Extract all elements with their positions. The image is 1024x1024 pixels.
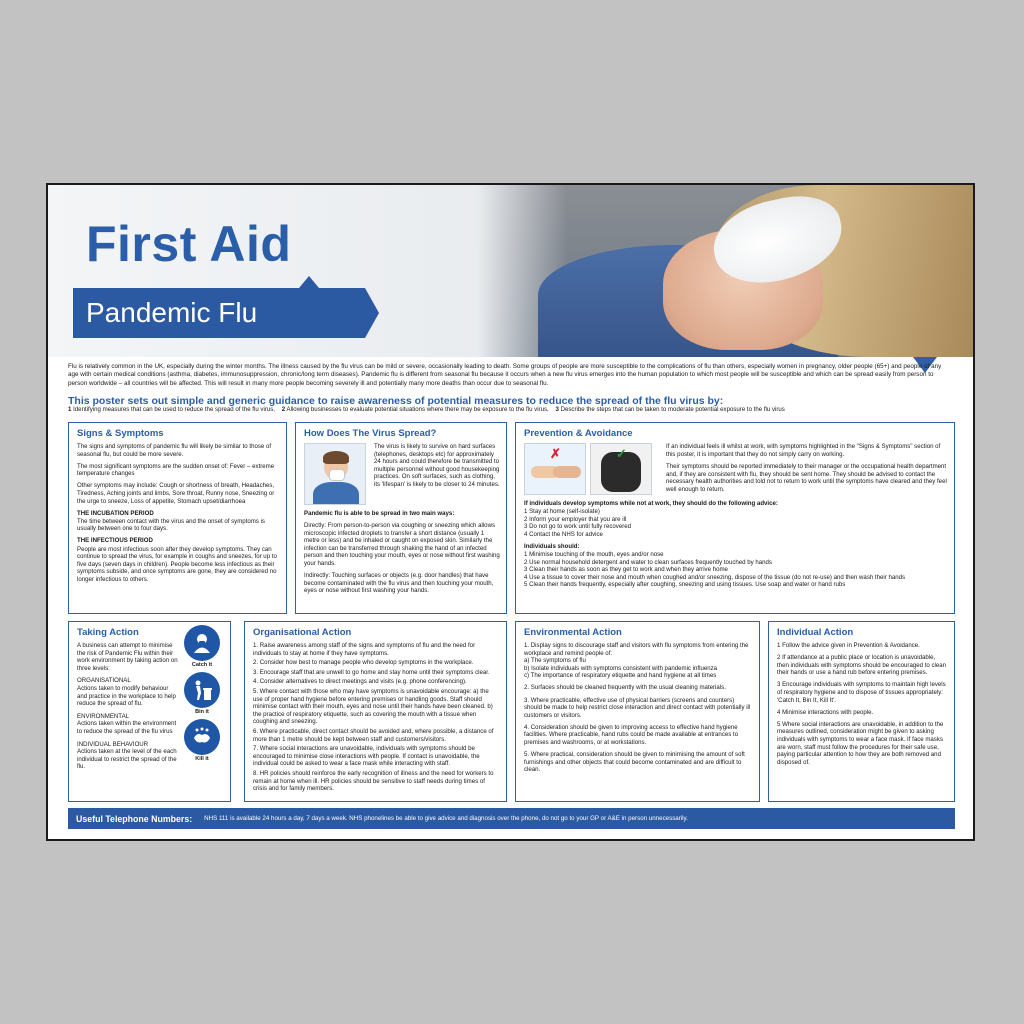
lead-list bbox=[68, 406, 968, 413]
list-item: a) The symptoms of flu bbox=[524, 657, 586, 665]
signs-paragraph: Other symptoms may include: Cough or shortness of breath, Headaches, Tiredness, Aching joints and limbs, Sore throat, Runny nose, Sneezing or the urge to sneeze, Loss of appetite, Stomach upset/diarrhoea bbox=[77, 482, 275, 505]
list-item: 4 Use a tissue to cover their nose and mouth when coughed and/or sneezing, dispose of the tissue (do not re-use) and then wash their hands bbox=[524, 573, 906, 581]
panel-title: Signs & Symptoms bbox=[77, 428, 164, 439]
panel-environmental-action bbox=[515, 621, 760, 802]
list-item: 1. Raise awareness among staff of the signs and symptoms of flu and the need for individuals to stay at home if they have symptoms. bbox=[253, 642, 476, 657]
sneeze-icon bbox=[184, 625, 220, 661]
subtitle-banner bbox=[73, 288, 365, 338]
intro-paragraph: Flu is relatively common in the UK, especially during the winter months. The illness caused by the flu virus can be mild or severe, occasionally leading to death. Some groups of people are more susceptible to the complications of flu than others, especially women in pregnancy, older people (65+) and people of any age with certain medical conditions (asthma, diabetes, immunosuppression, chronic/long term diseases). Pandemic flu is different from seasonal flu because it occurs when a new flu virus emerges into the human population to which most people will be susceptible and which can be spread easily from person to person worldwide – all countries will be affected. This will result in many more people becoming severely ill and potentially many more deaths than occur due to seasonal flu. bbox=[68, 363, 942, 387]
list-item: b) Isolate individuals with symptoms consistent with pandemic influenza bbox=[524, 664, 718, 672]
handshake-illustration bbox=[524, 443, 586, 495]
poster-subtitle: Pandemic Flu bbox=[86, 297, 258, 328]
bin-icon bbox=[184, 672, 220, 708]
list-item: 6. Where practicable, direct contact should be avoided and, where possible, a distance of more than 1 metre should be kept between staff and customers/visitors. bbox=[253, 727, 494, 743]
prevention-paragraph: If an individual feels ill whilst at work, with symptoms highlighted in the "Signs & Symptoms" section of this poster, it is important that they do not simply carry on working. bbox=[666, 443, 941, 458]
subheading-incubation: THE INCUBATION PERIOD bbox=[77, 509, 154, 517]
list-item: 5 Where social interactions are unavoidable, in addition to the measures outlined, consideration might be given to asking individuals with symptoms to wear a face mask. If face masks are worn, staff must follow the procedures for their safe use, paying particular attention to how they are both removed and disposed of. bbox=[777, 720, 944, 766]
taking-paragraph: Actions taken to modify behaviour and practice in the workplace to help reduce the spread of flu. bbox=[77, 684, 176, 708]
subheading-individual: INDIVIDUAL BEHAVIOUR bbox=[77, 740, 149, 748]
panel-taking-action bbox=[68, 621, 231, 802]
panel-title: Organisational Action bbox=[253, 627, 352, 638]
panel-title: How Does The Virus Spread? bbox=[304, 428, 437, 439]
handwash-icon bbox=[184, 719, 220, 755]
lead-item: 1 Identifying measures that can be used to reduce the spread of the flu virus, bbox=[68, 406, 275, 413]
poster-header bbox=[48, 185, 973, 357]
icon-label: Kill it bbox=[195, 756, 209, 762]
signs-paragraph: The time between contact with the virus and the onset of symptoms is usually between one to four days. bbox=[77, 517, 265, 533]
list-item: 1 Follow the advice given in Prevention & Avoidance. bbox=[777, 642, 920, 649]
list-item: 3. Encourage staff that are unwell to go home and stay home until their symptoms clear. bbox=[253, 668, 490, 676]
advice-heading: If individuals develop symptoms while not at work, they should do the following advice: bbox=[524, 500, 778, 507]
panel-title: Environmental Action bbox=[524, 627, 622, 638]
list-item: 7. Where social interactions are unavoidable, individuals with symptoms should be encouraged to minimise close interactions with people. If contact is unavoidable, the individual could be asked to wear a face mask while interacting with staff. bbox=[253, 745, 480, 768]
taking-paragraph: Actions taken within the environment to reduce the spread of the flu virus bbox=[77, 720, 177, 735]
taking-paragraph: Actions taken at the level of the each individual to restrict the spread of the flu. bbox=[77, 748, 177, 771]
env-paragraph: 4. Consideration should be given to improving access to effective hand hygiene facilities. Where practicable, hand rubs could be made available at entrances to premises and washrooms, or at workstations. bbox=[524, 723, 739, 747]
signs-paragraph: People are most infectious soon after they develop symptoms. They can continue to spread the virus, for example in coughs and sneezes, for up to five days (seven days in children). People become less infectious as their symptoms subside, and once symptoms are gone, they are considered no longer infectious to others. bbox=[77, 545, 277, 583]
list-item: 2 Use normal household detergent and water to clean surfaces frequently touched by hands bbox=[524, 558, 772, 566]
env-paragraph: 5. Where practical, consideration should be given to minimising the amount of soft furnishings and other objects that could become contaminated and are difficult to clean. bbox=[524, 751, 745, 774]
list-item: 4 Minimise interactions with people. bbox=[777, 708, 874, 716]
bow-greeting-illustration bbox=[590, 443, 652, 495]
poster-title: First Aid bbox=[86, 216, 292, 272]
lead-heading: This poster sets out simple and generic guidance to raise awareness of potential measures to reduce the spread of the flu virus by: bbox=[68, 395, 724, 407]
signs-paragraph: The signs and symptoms of pandemic flu will likely be similar to those of seasonal flu, but could be more severe. bbox=[77, 443, 272, 458]
panel-organisational-action bbox=[244, 621, 507, 802]
footer-text: NHS 111 is available 24 hours a day, 7 days a week. NHS phonelines be able to give advice and diagnosis over the phone, do not go to your GP or A&E in person unnecessarily. bbox=[204, 815, 688, 822]
signs-paragraph: The most significant symptoms are the sudden onset of: Fever – extreme temperature changes bbox=[77, 462, 275, 478]
list-item: 3 Encourage individuals with symptoms to maintain high levels of respiratory hygiene and to dispose of tissues appropriately: 'Catch It, Bin It, Kill It'. bbox=[777, 681, 946, 704]
footer-telephone-bar bbox=[68, 808, 955, 829]
taking-paragraph: A business can attempt to minimise the risk of Pandemic Flu within their work environment by taking action on three levels: bbox=[77, 642, 178, 672]
subheading-infectious: THE INFECTIOUS PERIOD bbox=[77, 537, 153, 545]
icon-label: Bin it bbox=[195, 709, 209, 715]
list-item: 1 Stay at home (self-isolate) bbox=[524, 508, 600, 516]
panel-title: Taking Action bbox=[77, 627, 139, 638]
icon-label: Catch it bbox=[191, 662, 213, 668]
list-item: 2. Consider how best to manage people who develop symptoms in the workplace. bbox=[253, 659, 474, 667]
list-item: 2 Inform your employer that you are ill bbox=[524, 515, 627, 523]
subheading-organisational: ORGANISATIONAL bbox=[77, 677, 131, 685]
list-item: 3 Do not go to work until fully recovered bbox=[524, 523, 632, 531]
tick-icon: ✓ bbox=[616, 446, 627, 461]
lead-item: 3 Describe the steps that can be taken to moderate potential exposure to the flu virus bbox=[555, 406, 785, 413]
list-item: 1 Minimise touching of the mouth, eyes and/or nose bbox=[524, 551, 664, 559]
list-item: 3 Clean their hands as soon as they get to work and when they arrive home bbox=[524, 566, 728, 574]
list-item: c) The importance of respiratory etiquette and hand hygiene at all times bbox=[524, 672, 717, 680]
header-photo-woman-sneezing bbox=[478, 185, 973, 357]
list-item: 4. Consider alternatives to direct meetings and visits (e.g. phone conferencing). bbox=[253, 678, 467, 686]
list-item: 4 Contact the NHS for advice bbox=[524, 530, 603, 538]
poster bbox=[46, 183, 975, 841]
spread-ways-heading: Pandemic flu is able to be spread in two main ways: bbox=[304, 510, 455, 517]
footer-label: Useful Telephone Numbers: bbox=[76, 813, 193, 824]
list-item: 2 If attendance at a public place or location is unavoidable, then individuals with symptoms should be encouraged to clean their hands or use a hand rub before entering premises. bbox=[777, 654, 947, 677]
cross-icon: ✗ bbox=[550, 446, 561, 461]
env-paragraph: 1. Display signs to discourage staff and visitors with flu symptoms from entering the workplace and remind people of: bbox=[524, 642, 749, 657]
panel-title: Prevention & Avoidance bbox=[524, 428, 633, 439]
subheading-environmental: ENVIRONMENTAL bbox=[77, 712, 130, 720]
list-item: 8. HR policies should reinforce the early recognition of illness and the need for workers to remain at home when ill. HR policies should be sensitive to staff needs during times of crisis and for family members. bbox=[253, 769, 494, 793]
panel-prevention-avoidance bbox=[515, 422, 955, 614]
panel-signs-symptoms bbox=[68, 422, 287, 614]
panel-title: Individual Action bbox=[777, 627, 854, 638]
env-paragraph: 3. Where practicable, effective use of physical barriers (screens and counters) should be made to help restrict close interaction and direct contact with potentially ill customers or visitors. bbox=[524, 696, 751, 719]
should-heading: Individuals should: bbox=[524, 542, 580, 550]
list-item: 5 Clean their hands frequently, especially after coughing, sneezing and using tissues. Use soap and water or hand rubs bbox=[524, 581, 846, 589]
list-item: 5. Where contact with those who may have symptoms is unavoidable encourage: a) the use of proper hand hygiene before entering premises or handling goods. Staff should minimise contact with their mouth, eyes and nose until their hands have been cleaned. b) the practice of respiratory etiquette, such as covering the mouth with a tissue when coughing and sneezing. bbox=[253, 687, 493, 726]
panel-individual-action bbox=[768, 621, 955, 802]
spread-direct: Directly: From person-to-person via coughing or sneezing which allows microscopic infected droplets to transfer a short distance (usually 1 metre or less) and be inhaled or caught on exposed skin. Similarly the infection can be transferred through shaking the hand of an infected person and then touching your mouth, eyes or nose without first washing your hands. bbox=[304, 522, 500, 568]
env-paragraph: 2. Surfaces should be cleaned frequently with the usual cleaning materials. bbox=[524, 684, 726, 692]
lead-item: 2 Allowing businesses to evaluate potential situations where there may be exposure to the flu virus, bbox=[281, 406, 549, 413]
sneezing-person-illustration bbox=[304, 443, 366, 505]
prevention-paragraph: Their symptoms should be reported immediately to their manager or the occupational health department and, if they are consistent with flu, they should be sent home. They should be advised to contact the necessary health authorities and told not to return to work until the symptoms have cleared and they feel well enough to return. bbox=[666, 463, 947, 493]
spread-indirect: Indirectly: Touching surfaces or objects (e.g. door handles) that have become contaminated with the flu virus and then touching your mouth, eyes or nose without first washing your hands. bbox=[304, 572, 494, 595]
panel-virus-spread bbox=[295, 422, 507, 614]
spread-intro: The virus is likely to survive on hard surfaces (telephones, desktops etc) for approximately 24 hours and could therefore be transmitted to multiple personnel without good housekeeping practices. On soft surfaces, such as clothing, its 'lifespan' is likely to be closer to 24 minutes. bbox=[374, 443, 500, 488]
